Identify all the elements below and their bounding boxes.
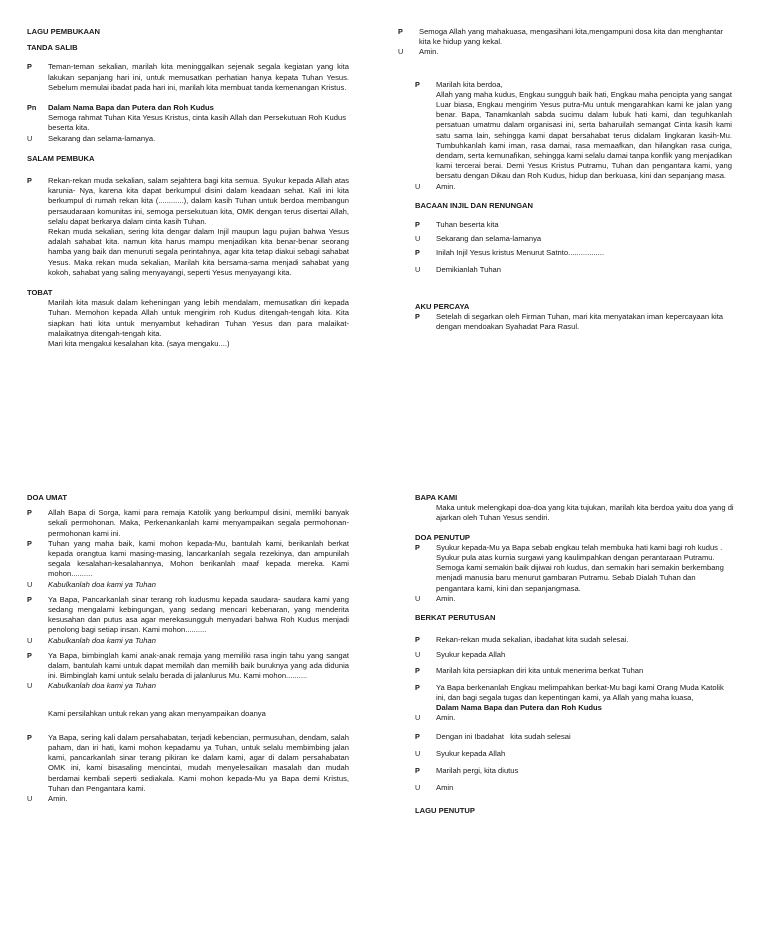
text: Ya Bapa, bimbinglah kami anak-anak remaja yang memiliki rasa ingin tahu yang sangat dalam, bantulah kami untuk dapat memilah dan memilih baik buruknya yang ada didunia ini. Bimbinglah kami untuk selalu berada di jalanlurus Mu. Kami mohon..........	[48, 650, 349, 681]
speaker: P	[415, 220, 420, 230]
doa-umat-u	[27, 794, 349, 804]
heading-bacaan-injil: BACAAN INJIL DAN RENUNGAN	[415, 200, 533, 210]
doa-umat-u	[27, 636, 349, 646]
text: Kami persilahkan untuk rekan yang akan menyampaikan doanya	[48, 708, 266, 718]
text: Marilah kita persiapkan diri kita untuk menerima berkat Tuhan	[436, 665, 644, 675]
text: Amin	[436, 783, 454, 793]
berkat-line	[415, 749, 735, 759]
berkat-line	[415, 666, 735, 676]
text: Rekan muda sekalian, sering kita dengar dalam Injil maupun lagu pujian bahwa Yesus adalah sahabat kita. namun kita harus mampu menjadikan kita benar-benar seorang hamba yang baik dan menuruti segala perintahnya, agar kita tetap diakui sebagi sahabat Yesus. Maka rekan muda sekalian, Marilah kita bersama-sama menjadi sahabat yang kokoh, sahabat yang saling menyayangi, seperti Yesus menyayangi kita.	[48, 227, 349, 277]
bacaan-line	[415, 248, 732, 258]
mercy-p	[398, 27, 732, 47]
text: Semoga rahmat Tuhan Kita Yesus Kristus, cinta kasih Allah dan Persekutuan Roh Kudus beserta kita.	[48, 113, 347, 133]
text: Marilah kita berdoa,	[436, 79, 503, 89]
speaker: P	[27, 732, 32, 742]
bacaan-line	[415, 220, 732, 230]
speaker: P	[27, 508, 32, 518]
speaker: P	[415, 766, 420, 776]
text: Teman-teman sekalian, marilah kita meninggalkan sejenak segala kegiatan yang kita lakukan sepanjang hari ini, untuk memusatkan perhatian hanya kepata Tuhan Yesus. Sebelum memulai ibadat pada hari ini, marilah kita membuat tanda kemenangan Kristus.	[48, 62, 349, 92]
speaker: U	[415, 234, 421, 244]
heading-bapa-kami: BAPA KAMI	[415, 493, 458, 502]
heading-berkat-perutusan: BERKAT PERUTUSAN	[415, 613, 496, 623]
doa-umat-u	[27, 681, 349, 691]
text: Amin.	[436, 593, 456, 603]
speaker: P	[27, 594, 32, 604]
speaker: U	[415, 748, 421, 758]
heading-doa-penutup: DOA PENUTUP	[415, 532, 470, 542]
speaker: P	[415, 79, 420, 89]
text: Ya Bapa, sering kali dalam persahabatan, terjadi kebencian, permusuhan, dendam, salah paham, dan iri hati, kami mohon kepadamu ya Tuhan, untuk selalu membimbing jalan kami, pancarkanlah sinar terang pikiran ke dalam kami, agar di dalam persahabatan OMK ini, kami bisasaling mencintai, mudah menyelesaikan masalah dan mudah berdamai kembali seperti sediakala. Kami mohon kepada-Mu ya Bapa demi Kristus, Tuhan dan Pengantara kami.	[48, 732, 349, 793]
doa-umat-p	[27, 651, 349, 682]
speaker: U	[27, 579, 33, 589]
text: Kabulkanlah doa kami ya Tuhan	[48, 579, 156, 589]
aku-percaya-p	[415, 312, 732, 332]
berkat-line	[415, 650, 735, 660]
text: Rekan-rekan muda sekalian, salam sejahtera bagi kita semua. Syukur kepada Allah atas karunia- Nya, karena kita dapat berkumpul disini dalam keadaan sehat. Kali ini kita berkumpul di rumah rekan kita (............), dalam kasih Tuhan untuk berdoa membangun persaudaraan komunitas ini, semoga persekutuan kita, OMK dengan terus disertai Allah, selalu dapat berkarya dalam cinta kasih Tuhan.	[48, 176, 349, 226]
speaker: U	[415, 593, 421, 603]
bold-line: Dalam Nama Bapa dan Putera dan Roh Kudus	[436, 703, 602, 713]
speaker: U	[27, 681, 33, 691]
heading-salam-pembuka: SALAM PEMBUKA	[27, 153, 95, 163]
berkat-line	[415, 732, 735, 742]
speaker: P	[415, 635, 420, 645]
heading-aku-percaya: AKU PERCAYA	[415, 301, 470, 311]
text: Inilah Injil Yesus kristus Menurut Satnto.................	[436, 248, 604, 258]
text: Sekarang dan selama-lamanya.	[48, 133, 156, 143]
text: Ya Bapa, Pancarkanlah sinar terang roh kudusmu kepada saudara- saudara kami yang sedang mengalami kebingungan, yang sedang mencari kebenaran, yang menderita kesusahan dan putus asa agar merekasungguh menyadari bahwa Roh Kudus menjadi penolong bagi setiap insan. Kami mohon..........	[48, 594, 349, 635]
speaker: U	[27, 794, 33, 804]
doa-penutup-p	[415, 543, 735, 594]
text: Amin.	[436, 713, 456, 723]
bacaan-line	[415, 265, 732, 275]
mercy-u	[398, 47, 732, 57]
text: Amin.	[48, 794, 68, 804]
tanda-salib-u	[27, 134, 349, 144]
doa-umat-p	[27, 733, 349, 794]
heading-lagu-pembukaan: LAGU PEMBUKAAN	[27, 27, 100, 36]
text: Marilah pergi, kita diutus	[436, 766, 519, 776]
bacaan-line	[415, 234, 732, 244]
doa-umat-u	[27, 580, 349, 590]
text: Syukur kepada Allah	[436, 748, 506, 758]
berkat-line	[415, 713, 735, 723]
speaker: P	[398, 27, 403, 36]
text: Maka untuk melengkapi doa-doa yang kita tujukan, marilah kita berdoa yaitu doa yang di ajarkan oleh Tuhan Yesus sendiri.	[436, 503, 734, 523]
doa-p	[398, 80, 732, 182]
text: Demikianlah Tuhan	[436, 264, 502, 274]
speaker: P	[415, 248, 420, 258]
berkat-line	[415, 766, 735, 776]
berkat-line	[415, 683, 735, 714]
text: Syukur kepada-Mu ya Bapa sebab engkau telah membuka hati kami bagi roh kudus . Syukur pula atas kurnia surgawi yang kaulimpahkan dengan perantaraan Putramu. Semoga kami semakin baik dijiwai roh kudus, dan semakin hari semakin berkembang menjadi manusia baru menurut gambaran Putramu. Sebab Dialah Tuhan dan pengantara kami, kini dan sepanjangmasa.	[436, 542, 724, 593]
speaker: P	[27, 650, 32, 660]
speaker: U	[415, 264, 421, 274]
tobat-text	[27, 298, 349, 349]
speaker: U	[415, 181, 421, 191]
bold-line: Dalam Nama Bapa dan Putera dan Roh Kudus	[48, 103, 214, 113]
text: Semoga Allah yang mahakuasa, mengasihani kita,mengampuni dosa kita dan menghantar kita ke hidup yang kekal.	[419, 27, 723, 47]
text: Mari kita mengakui kesalahan kita. (saya mengaku....)	[48, 339, 230, 349]
heading-lagu-penutup: LAGU PENUTUP	[415, 806, 475, 816]
salam-p	[27, 176, 349, 278]
speaker: Pn	[27, 103, 37, 113]
text: Allah yang maha kudus, Engkau sungguh baik hati, Engkau maha pencipta yang sangat Luar biasa, Engkau mengirim Yesus putra-Mu untuk mengarahkan kami ke jalan yang benar. Bapa, Tanamkanlah sabda sucimu dalam lubuk hati kami, dan teguhkanlah persatuan umatmu dalam organisasi ini, serta baharuilah semangat Cinta kasih kami satu sama lain, sehingga kami dapat bersahabat terus didalam lingkaran kasih-Mu. Tumbuhkanlah kami iman, rasa damai, rasa memaafkan, dan hilangkan rasa curiga, dendam, serta kemunafikan, sehingga kami selalu damai tanpa konflik yang menjadikan kami tercerai berai. Demi Yesus Kristus Putramu, Tuhan dan pengantara kami, yang bersatu dengan Dikau dan Roh Kudus, hidup dan berkuasa, kini dan sepanjang masa.	[436, 89, 732, 181]
doa-umat-p	[27, 508, 349, 539]
speaker: U	[415, 650, 421, 660]
text: Syukur kepada Allah	[436, 650, 506, 660]
berkat-line	[415, 635, 735, 645]
text: Marilah kita masuk dalam keheningan yang lebih mendalam, memusatkan diri kepada Tuhan. Memohon kepada Allah untuk mengirim roh Kudus ditengah-tengah kita. Kita siapkan hati kita untuk menyambut kehadiran Tuhan Yesus dan para malaikat-malaikatnya ditengah-tengah kita.	[48, 298, 349, 338]
heading-tobat: TOBAT	[27, 288, 53, 298]
text: Rekan-rekan muda sekalian, ibadahat kita sudah selesai.	[436, 635, 629, 645]
text: Amin.	[419, 47, 439, 57]
doa-penutup-u	[415, 594, 735, 604]
doa-umat-p	[27, 595, 349, 636]
doa-u	[398, 182, 732, 192]
text: Amin.	[436, 181, 456, 191]
speaker: P	[415, 542, 420, 552]
speaker: P	[415, 731, 420, 741]
text: Tuhan yang maha baik, kami mohon kepada-Mu, bantulah kami, berikanlah berkat kepada orangtua kami masing-masing, lancarkanlah segala rezekinya, dan ampunilah segala kesalahan-kesalahannya, Mohon berikanlah maaf kepada mereka. Kami mohon..........	[48, 538, 349, 579]
section-opening	[27, 27, 349, 349]
text: Tuhan beserta kita	[436, 220, 499, 230]
speaker: P	[27, 176, 32, 186]
heading-tanda-salib: TANDA SALIB	[27, 43, 78, 53]
speaker: P	[27, 62, 32, 72]
tanda-salib-pn	[27, 103, 349, 134]
speaker: P	[415, 682, 420, 692]
tanda-salib-p	[27, 62, 349, 93]
text: Allah Bapa di Sorga, kami para remaja Katolik yang berkumpul disini, memliki banyak sekali permohonan. Maka, Perkenankanlah kami menyampaikan segala permohonan-permohonan kami ini.	[48, 508, 349, 538]
section-doa-umat	[27, 493, 349, 804]
heading-doa-umat: DOA UMAT	[27, 493, 68, 502]
text: Dengan ini Ibadahat kita sudah selesai	[436, 731, 571, 741]
berkat-line	[415, 783, 735, 793]
speaker: P	[415, 665, 420, 675]
text: Sekarang dan selama-lamanya	[436, 234, 542, 244]
speaker: U	[27, 635, 33, 645]
text: Ya Bapa berkenanlah Engkau melimpahkan berkat-Mu bagi kami Orang Muda Katolik ini, dan bagi segala tugas dan kepentingan kami, ya Allah yang maha kuasa,	[436, 682, 724, 703]
text: Kabulkanlah doa kami ya Tuhan	[48, 635, 156, 645]
section-closing	[415, 493, 735, 817]
section-prayer	[398, 27, 732, 332]
speaker: U	[415, 783, 421, 793]
speaker: U	[27, 133, 33, 143]
speaker: P	[415, 312, 420, 322]
text: Kabulkanlah doa kami ya Tuhan	[48, 681, 156, 691]
speaker: U	[398, 47, 404, 57]
doa-umat-p	[27, 539, 349, 580]
speaker: U	[415, 713, 421, 723]
text: Setelah di segarkan oleh Firman Tuhan, mari kita menyatakan iman kepercayaan kita dengan mendoakan Syahadat Para Rasul.	[436, 312, 724, 332]
speaker: P	[27, 538, 32, 548]
